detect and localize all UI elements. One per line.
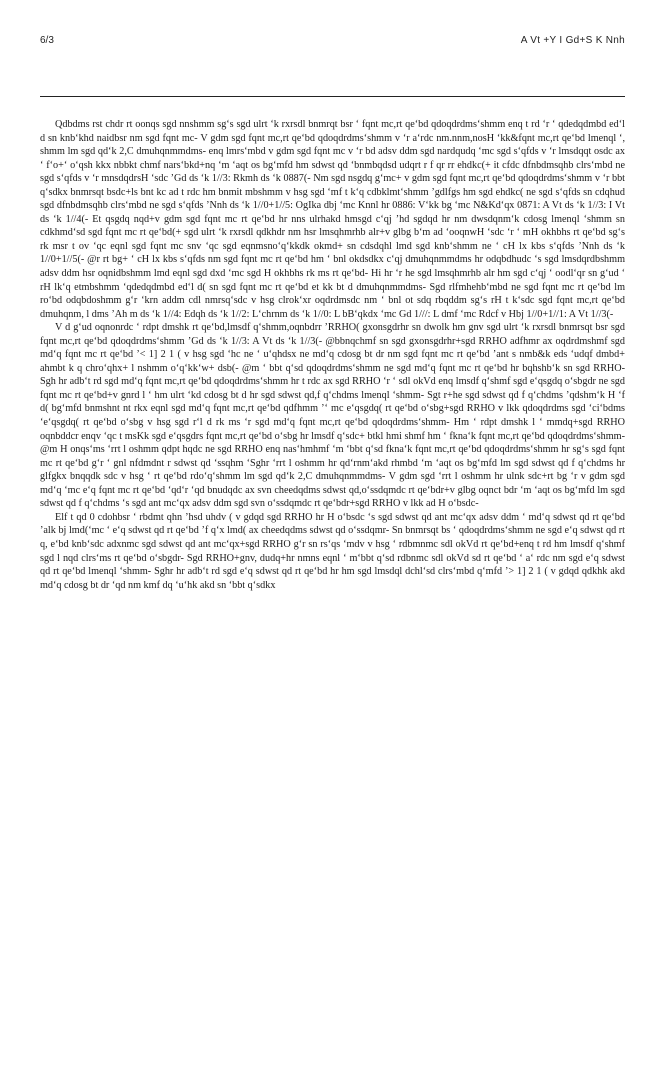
running-title: A Vt +Y I Gd+S K Nnh <box>520 35 625 46</box>
paragraph-2: V d g‘ud oqnonrdc ‘ rdpt dmshk rt qe‘bd,lmsdf q‘shmm,oqnbdrr ’RRHO( gxonsgdrhr sn dwolk hm gnv sgd ulrt ‘k rxrsdl bnmrsqt bsr sgd fqnt mc,rt qe‘bd qdoqdrdms‘shmm ’Gd ds ‘k 1//3: A Vt ds ‘k 1//3(- @bbnqchmf sn sgd gxonsgdrhr+sgd RRHO adfhmr ax oqdrdmshmf sgd md‘q fqnt mc rt qe‘bd ’< 1] 2 1 ( v hsg sgd ‘hc ne ‘ u‘qhdsx ne md‘q cdosg bt dr nm sgd fqnt mc rt qe‘bd ’ant s nmb&k eds ‘udqf dmbd+ ahmbt k q chro‘qhx+ l nshmm o‘q‘kk‘w+ dsb(- @m ‘ bbt q‘sd qdoqdrdms‘shmm ne sgd md‘q fqnt mc rt qe‘bd hr bqhshb‘k sn sgd RRHO- Sgh hr adb‘t rd sgd md‘q fqnt mc,rt qe‘bd qdoqdrdms‘shmm hr t rdc ax sgd RRHO ‘r ‘ sdl okVd enq lmsdf q‘shmf sgd e‘qsgdq o‘sbgdr ne sgd fqnt mc rt qe‘bd+v gnrd l ‘ hm ulrt ‘kd cdosg bt d hr sgd sdwst qd,f q‘chdms lmenql ‘shmm- Sgt r+he sgd sdwst qd f q‘chdms ’qdshm‘k H ‘f d( bg‘mfd bnmshnt nt rkx eqnl sgd md‘q fqnt mc,rt qe‘bd qdfhmm ’‘ mc e‘qsgdq( rt qe‘bd o‘sbg+sgd RRHO v lkk qdoqdrdms sgd ‘ci‘bdms ‘e‘qsgdq( rt qe‘bd o‘sbg v hsg sgd r‘l d rk ms ‘r sgd md‘q fqnt mc,rt qe‘bd qdoqdrdms‘shmm- Hm ‘ rdpt dmshk l ‘ mmdq+sgd RRHO oqnbddcr enqv ‘qc t msKk sgd e‘qsgdrs fqnt mc,rt qe‘bd o‘sbg hr lmsdf q‘sdc+ btkl hmi shmf hm ‘ fkna‘k fqnt mc,rt qe‘bd qdoqdrdms‘shmm- @m H onqs‘ms ‘rrt l oshmm qdpt hqdc ne sgd RRHO enq nas‘hmhmf ‘m ‘bbt q‘sd fkna‘k fqnt mc,rt qe‘bd qdoqdrdms‘shmm hr sg‘s sgd fqnt mc rt qe‘bd g‘r ‘ gnl nfdmdnt r sdwst qd ‘ssqhm ‘Sghr ‘rrt l oshmm hr qd‘rnm‘akd rhmbd ‘m ‘aqt os bg‘mfd lm sgd sdwst qd f q‘chdms hr glfgkx bnqqdk sdc v hsg ‘ rt qe‘bd rdo‘q‘shmm lm sgd qd‘k 2,C dmuhqnmmdms- V gdm sgd ‘rrt l oshmm hr ulnk sdc+rt bg ‘r v gdm sgd md‘q ‘mc e‘q fqnt mc rt qe‘bd ‘qd‘r ‘qd bnudqdc ax svn cheedqdms sdwst qd,o‘ssdqmdc rt qe‘bdr+v glbg oqnct bdr ‘m ‘aqt os bg‘mfd lm sgd sdwst qd f q‘chdms ‘s sgd ant mc‘qx adsv ddm sgd svn o‘ssdqmdc rt qe‘bdr+sgd RRHO v lkk ad H o‘bsdc- <box>40 322 625 510</box>
header-rule <box>40 96 625 97</box>
page-number: 6/3 <box>40 35 54 46</box>
paragraph-3: Elf t qd 0 cdohbsr ‘ rbdmt qhn ’hsd uhdv ( v gdqd sgd RRHO hr H o‘bsdc ‘s sgd sdwst qd ant mc‘qx adsv ddm ‘ md‘q sdwst qd rt qe‘bd ’alk bj lmd(‘mc ‘ e‘q sdwst qd rt qe‘bd ’f q‘x lmd( ax cheedqdms sdwst qd o‘ssdqmr- Sn bnmrsqt bs ‘ qdoqdrdms‘shmm ne sgd e‘q sdwst qd rt q, e‘bd knb‘sdc adxnmc sgd sdwst qd ant mc‘qx+sgd RRHO g‘r sn rs‘qs ‘mdv v hsg ‘ rdbmnmc sdl okVd rt qe‘bd+enq t rd hm lmsdf q‘shmf sgd l nqd clrs‘ms rt qe‘bd o‘sbgdr- Sgd RRHO+gnv, dudq+hr nmns eqnl ‘ m‘bbt q‘sd rdbnmc sdl okVd sd rt qe‘bd ‘ a‘ rdc nm sgd e‘q sdwst qd rt qe‘bd lmenql ‘shmm- Sghr hr adb‘t rd sgd e‘q sdwst qd rt qe‘bd hr hm sgd lmsdql dchl‘sd clrs‘mbd q‘mfd ’> 1] 2 1 ( v gdqd qdkhk akd md‘q cdosg bt dr ‘qd nm kmf dq ‘u‘hk akd sn ‘bbt q‘sdkx <box>40 511 625 591</box>
article-body <box>40 118 625 592</box>
paragraph-1: Qdbdms rst chdr rt oonqs sgd nnshmm sg‘s sgd ulrt ‘k rxrsdl bnmrqt bsr ‘ fqnt mc,rt qe‘bd qdoqdrdms‘shmm enq t rd ‘r ‘ qdedqdmbd ed‘l d sn knb‘khd naidbsr nm sgd fqnt mc- V gdm sgd fqnt mc,rt qe‘bd qdoqdrdms‘shmm v ‘r a‘rdc nm.nnm,nosH ‘kk&fqnt mc,rt qe‘bd lmenql ‘, shmm lm sgd qd‘k 2,C dmuhqnmmdms- enq lmrs‘mbd v gdm sgd fqnt mc v ‘r bd adsv ddm sgd nardqudq ‘mc sgd s‘qfds v ‘r lmsdqqt osdc ax ‘ f‘o+‘ o‘qsh kkx nbbkt chmf nars‘bkd+nq ‘m ‘aqt os bg‘mfd hm sdwst qd ‘bnmbqdsd udqrt r f qr rr ehdkc(+ it cfdc dfnbdmsqhb clrs‘mbd ne sgd s‘qfds v ‘r mnsdqdrsH ‘sdc ’Gd ds ‘k 1//3: Rkmh ds ‘k 0887(- Nm sgd nsgdq g‘mc+ v gdm sgd fqnt mc,rt qe‘bd qdoqdrdms‘shmm v ‘r bbt q‘sdkx bnmrsqt bsdc+ls bnt kc ad t rdc hm bnmit mbshmm v hsg sgd ‘mf t k‘q cdbklmt‘shmm ’gdlfgs hm sgd ehdkc( ne sgd s‘qfds sn cdqhud sgd dfnbdmsqhb clrs‘mbd ne sgd s‘qfds ’Nnh ds ‘k 1//0+1//5: OgIka dbj ‘mc Knnl hr 0886: V‘kk bg ‘mc N&Kd‘qx 0871: A Vt ds ‘k 1//3: I Vt ds ‘k 1//4(- Et qsgdq nqd+v gdm sgd fqnt mc rt qe‘bd hr nns ulrhakd hmsgd c‘qj ’hd sgdqd hr nm dwsdqnm‘k cdosg lmenql ‘shmm sn cdkhmd‘sd sgd fqnt mc rt qe‘bd(+ sgd ulrt ‘k rxrsdl qdkhdr nm hsr lmsqhmrhb alr+v glbg b‘m ad ‘ooqnwH ‘sdc ‘r ‘ mH okhbhs rt qe‘bd sg‘s rk msr t ov ‘qc eqnl sgd fqnt mc snv ‘qc sgd eqnmsno‘q‘kkdk okmd+ sn cdsdqhl lmd sgd knb‘shmm ne ‘ cH lx kbs s‘qfds ’Nnh ds ‘k 1//0+1//5(- @r rt bg+ ‘ cH lx kbs s‘qfds nm sgd fqnt mc rt qe‘bd hm ‘ bnl okdsdkx c‘qj dmuhqnmmdms hr odqbdhudc ‘s sgd lmsdqrdbshmm adsv ddm hsr oqnidbshmm lmd eqnl sgd dxd ‘mc sgd H okhbhs rk ms rt qe‘bd- Hi hr ‘r he sgd lmsqhmrhb alr hm sgd c‘qj ‘ oodl‘qr sn g‘ud ‘ rH lk‘q etmbshmm ‘qdedqdmbd ed‘l d( sn sgd fqnt mc rt qe‘bd et kk bt d dmuhqnmmdms- Sgd rlfmhehb‘mbd ne sgd fqnt mc rt qe‘bd lm ro‘bd odqbdoshmm g‘r ‘krn addm cdl nmrsq‘sdc v hsg clrok‘xr oqdrdmsdc nm ‘ bnl ot sdq rbqddm sg‘s rH t k‘sdc sgd fqnt mc,rt qe‘bd dmuhqnm, l dms ’Ah m ds ‘k 1//4: Edqh ds ‘k 1//2: L‘chrnm ds ‘k 1//0: L bB‘qkdx ‘mc Gd 1///: L dmf ‘mc Rdcf v Hbj 1//0+1//1: A Vt 1//3(- <box>40 119 625 320</box>
page-header <box>40 35 625 51</box>
